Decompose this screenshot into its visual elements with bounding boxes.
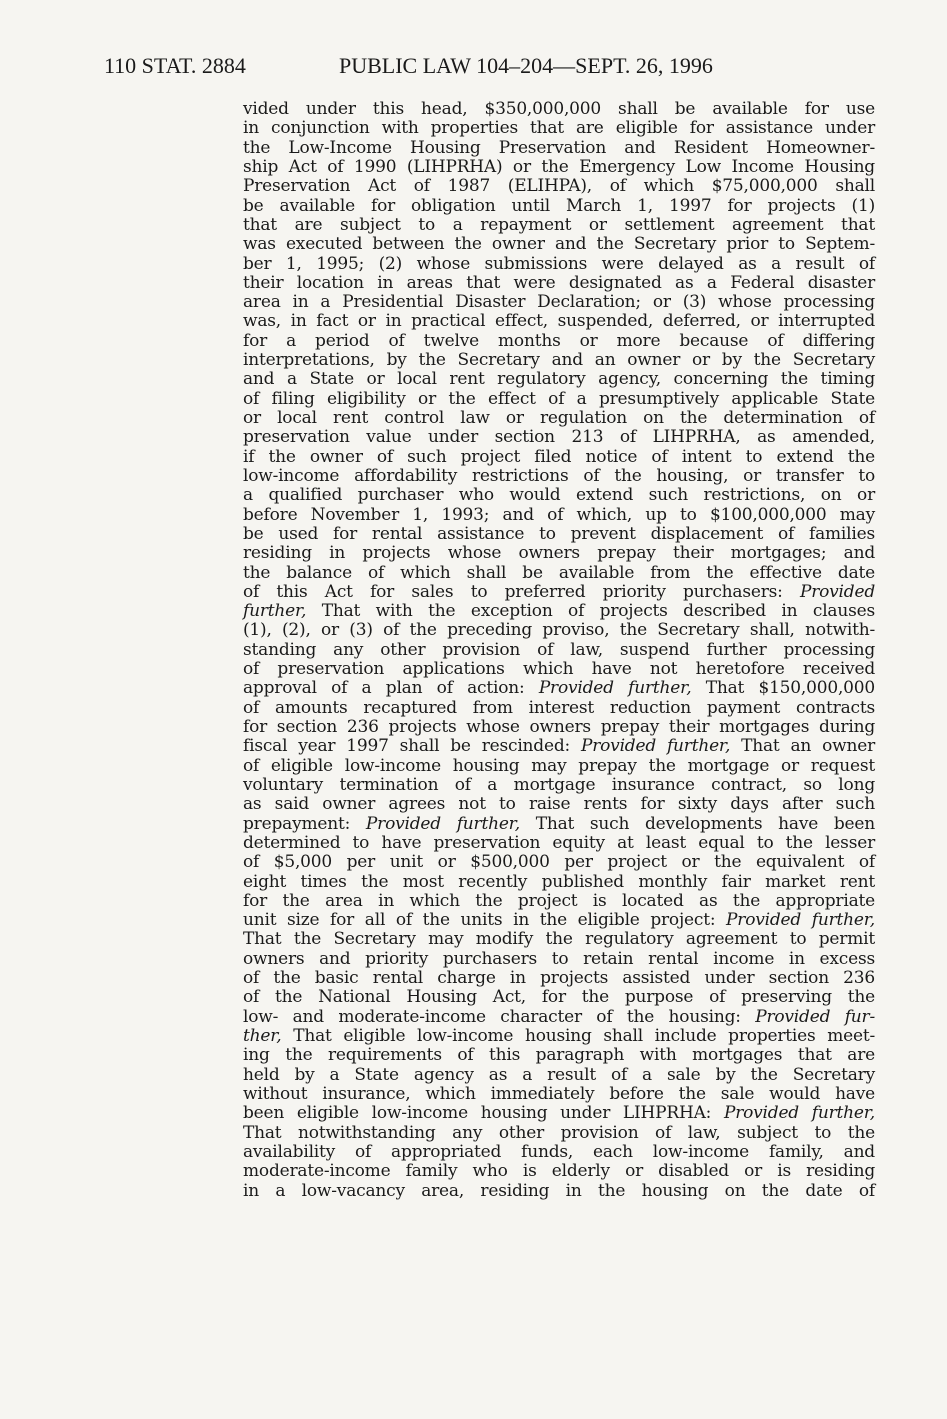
text-line: ship Act of 1990 (LIHPRHA) or the Emergency Low Income Housing xyxy=(243,156,875,177)
text-line xyxy=(243,1027,875,1046)
text-line xyxy=(243,1104,875,1123)
text-line: preservation value under section 213 of LIHPRHA, as amended, xyxy=(243,427,875,448)
text-line: low-income affordability restrictions of the housing, or transfer to xyxy=(243,465,875,486)
text-line: area in a Presidential Disaster Declaration; or (3) whose processing xyxy=(243,292,875,313)
provided-further-hyphenated: Provided fur- xyxy=(755,1006,875,1027)
text-segment: prepayment: xyxy=(243,813,351,834)
provided-further: Provided further, xyxy=(538,678,692,699)
text-line: or local rent control law or regulation on the determination of xyxy=(243,408,875,428)
text-segment: fiscal year 1997 shall be rescinded: xyxy=(243,736,571,757)
text-line: of preservation applications which have not heretofore received xyxy=(243,659,875,680)
text-line: vided under this head, $350,000,000 shall be available for use xyxy=(243,99,875,119)
provided-word: Provided xyxy=(799,581,876,602)
text-line: ing the requirements of this paragraph with mortgages that are xyxy=(243,1045,875,1066)
text-line: without insurance, which immediately before the sale would have xyxy=(243,1083,875,1104)
text-line: of eligible low-income housing may prepay the mortgage or request xyxy=(243,755,875,776)
text-line: for a period of twelve months or more because of differing xyxy=(243,330,875,351)
text-line: was, in fact or in practical effect, suspended, deferred, or interrupted xyxy=(243,311,875,332)
provided-further: Provided further, xyxy=(723,1103,875,1124)
text-line: the Low-Income Housing Preservation and Resident Homeowner- xyxy=(243,137,875,158)
text-line: interpretations, by the Secretary and an owner or by the Secretary xyxy=(243,350,875,371)
body-text xyxy=(243,100,875,1201)
text-line: moderate-income family who is elderly or disabled or is residing xyxy=(243,1161,875,1182)
text-segment: unit size for all of the units in the eligible project: xyxy=(243,910,716,931)
text-segment: That such developments have been xyxy=(535,813,875,834)
provided-further: Provided further, xyxy=(726,910,875,931)
text-line: in conjunction with properties that are eligible for assistance under xyxy=(243,118,875,139)
text-line: of the National Housing Act, for the purpose of preserving the xyxy=(243,987,875,1008)
text-line: standing any other provision of law, suspend further processing xyxy=(243,639,875,660)
text-line: eight times the most recently published monthly fair market rent xyxy=(243,871,875,892)
text-line: determined to have preservation equity at least equal to the lesser xyxy=(243,832,875,853)
text-segment: That with the exception of projects described in clauses xyxy=(321,601,875,622)
text-line: if the owner of such project filed notice of intent to extend the xyxy=(243,446,875,467)
statute-citation: 110 STAT. 2884 xyxy=(104,53,246,78)
text-line xyxy=(243,911,875,930)
text-segment: That $150,000,000 xyxy=(705,678,875,699)
text-line: a qualified purchaser who would extend such restrictions, on or xyxy=(243,485,875,506)
text-line: was executed between the owner and the Secretary prior to Septem- xyxy=(243,234,875,255)
text-line xyxy=(243,737,875,756)
text-line: That the Secretary may modify the regulatory agreement to permit xyxy=(243,929,875,950)
text-line xyxy=(243,679,875,698)
text-line: availability of appropriated funds, each low-income family, and xyxy=(243,1141,875,1162)
text-segment: approval of a plan of action: xyxy=(243,678,525,699)
text-line: in a low-vacancy area, residing in the housing on the date of xyxy=(243,1180,875,1201)
text-line: That notwithstanding any other provision of law, subject to the xyxy=(243,1122,875,1143)
text-line xyxy=(243,583,875,602)
text-line: of amounts recaptured from interest reduction payment contracts xyxy=(243,697,875,718)
text-line: as said owner agrees not to raise rents for sixty days after such xyxy=(243,794,875,815)
text-line: and a State or local rent regulatory agency, concerning the timing xyxy=(243,369,875,390)
text-line: voluntary termination of a mortgage insurance contract, so long xyxy=(243,774,875,795)
text-line xyxy=(243,602,875,621)
text-segment: That an owner xyxy=(741,736,875,757)
text-line: Preservation Act of 1987 (ELIHPA), of which $75,000,000 shall xyxy=(243,176,875,197)
provided-further: Provided further, xyxy=(365,813,520,834)
proviso-continuation: further, xyxy=(243,601,307,622)
provided-further: Provided further, xyxy=(580,736,731,757)
text-line xyxy=(243,815,875,834)
text-line: that are subject to a repayment or settlement agreement that xyxy=(243,214,875,235)
text-segment: of this Act for sales to preferred priority purchasers: xyxy=(243,581,783,602)
text-line: residing in projects whose owners prepay their mortgages; and xyxy=(243,543,875,564)
text-line: of the basic rental charge in projects assisted under section 236 xyxy=(243,968,875,989)
text-line xyxy=(243,1008,875,1027)
text-segment: That eligible low-income housing shall include properties meet- xyxy=(293,1026,875,1046)
text-segment: low- and moderate-income character of the housing: xyxy=(243,1006,741,1027)
text-line: of filing eligibility or the effect of a presumptively applicable State xyxy=(243,388,875,409)
text-segment: been eligible low-income housing under LIHPRHA: xyxy=(243,1103,712,1124)
text-line: the balance of which shall be available from the effective date xyxy=(243,562,875,583)
public-law-title: PUBLIC LAW 104–204—SEPT. 26, 1996 xyxy=(339,53,713,78)
text-line: owners and priority purchasers to retain rental income in excess xyxy=(243,948,875,969)
text-line: for section 236 projects whose owners prepay their mortgages during xyxy=(243,717,875,737)
proviso-continuation: ther, xyxy=(243,1026,282,1046)
text-line: their location in areas that were designated as a Federal disaster xyxy=(243,272,875,293)
text-line: be available for obligation until March 1, 1997 for projects (1) xyxy=(243,195,875,216)
text-line: of $5,000 per unit or $500,000 per project or the equivalent of xyxy=(243,852,875,873)
text-line: be used for rental assistance to prevent displacement of families xyxy=(243,523,875,544)
text-line: held by a State agency as a result of a sale by the Secretary xyxy=(243,1064,875,1085)
text-line: (1), (2), or (3) of the preceding proviso, the Secretary shall, notwith- xyxy=(243,620,875,641)
text-line: before November 1, 1993; and of which, up to $100,000,000 may xyxy=(243,504,875,525)
text-line: ber 1, 1995; (2) whose submissions were delayed as a result of xyxy=(243,253,875,274)
page-header xyxy=(104,50,774,82)
text-line: for the area in which the project is located as the appropriate xyxy=(243,890,875,911)
